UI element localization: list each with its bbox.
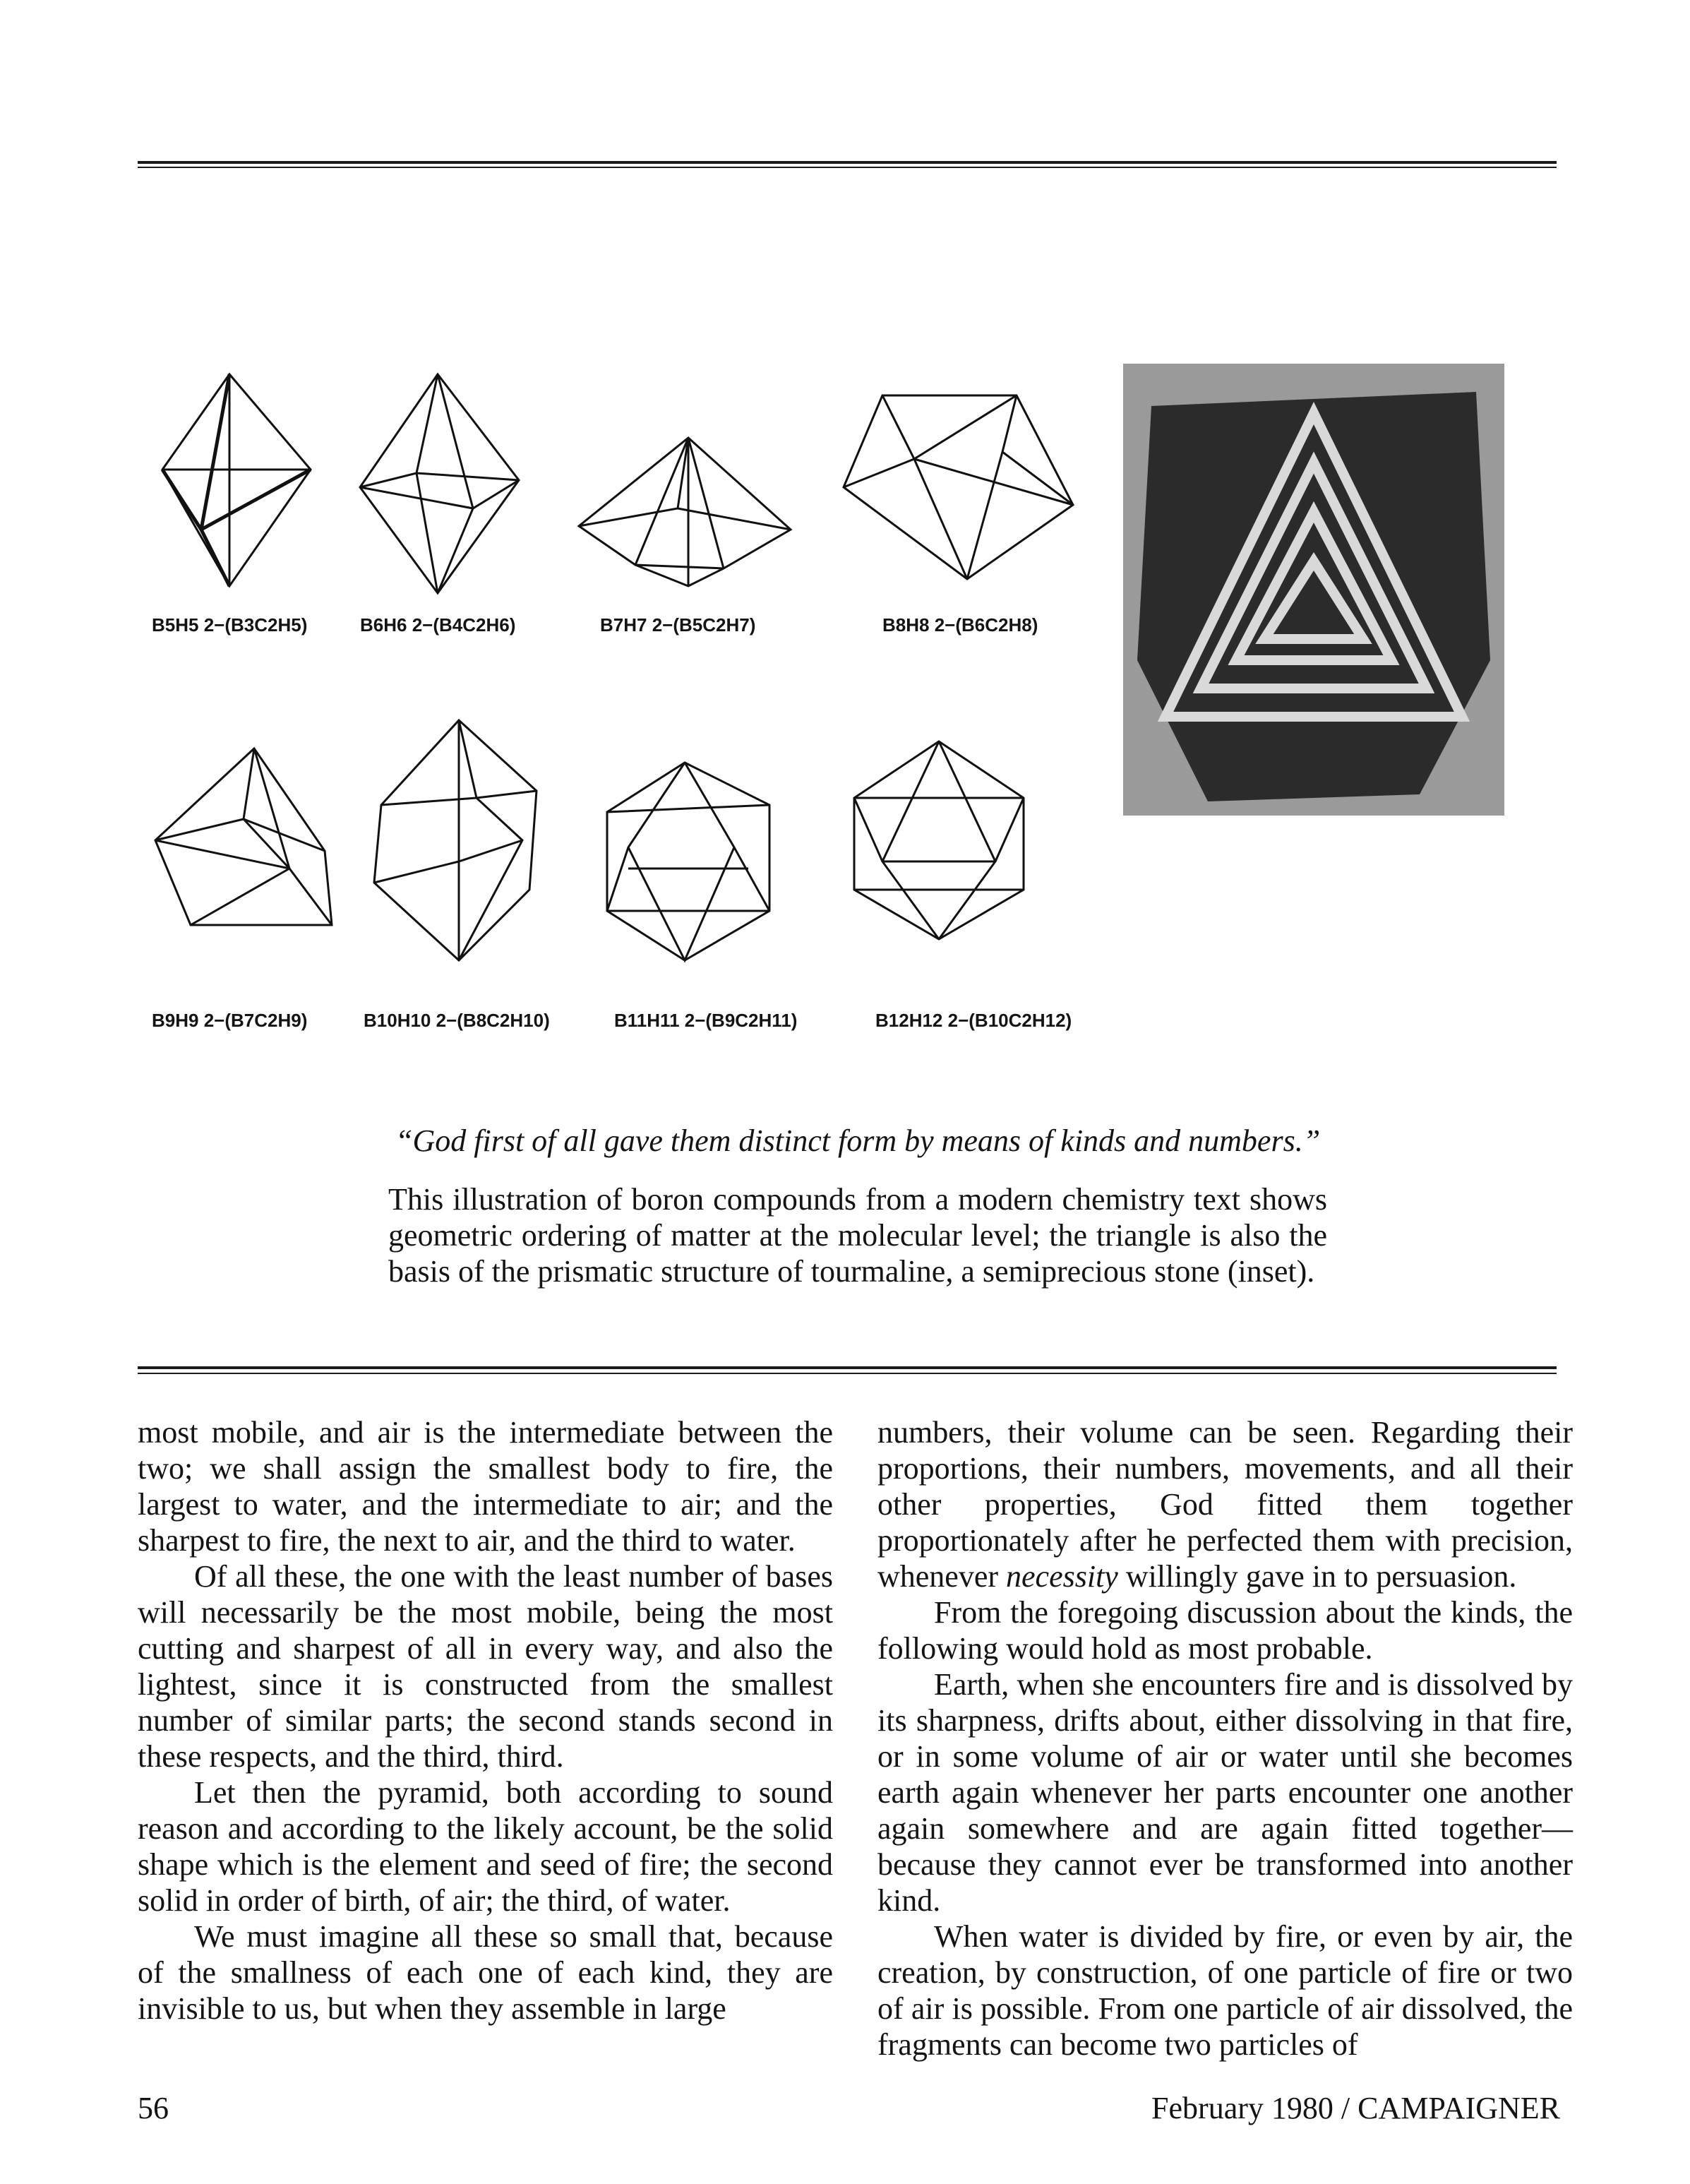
polyhedron-b9 <box>155 748 332 925</box>
formula-b10: B10H10 2−(B8C2H10) <box>364 1010 550 1031</box>
polyhedron-b7 <box>579 438 791 586</box>
tourmaline-inset-photo <box>1123 364 1504 816</box>
polyhedron-b5 <box>162 374 311 586</box>
middle-rule-thin <box>138 1373 1557 1374</box>
paragraph: numbers, their volume can be seen. Regarding their proportions, their numbers, movements, and all their other properties, God fitted them together proportionately after he perfected them with precision, whenever necessity willingly gave in to persuasion. <box>877 1415 1573 1594</box>
paragraph: From the foregoing discussion about the kinds, the following would hold as most probable. <box>877 1595 1573 1666</box>
polyhedron-b6 <box>360 374 519 593</box>
paragraph: most mobile, and air is the intermediate between the two; we shall assign the smallest body to fire, the largest to water, and the intermediate to air; and the sharpest to fire, the next to air, and the third to water. <box>138 1415 833 1558</box>
top-rule-thin <box>138 167 1557 168</box>
boron-polyhedra-figure <box>120 346 1151 1052</box>
formula-b5: B5H5 2−(B3C2H5) <box>152 614 308 635</box>
middle-rule <box>138 1366 1557 1369</box>
formula-b11: B11H11 2−(B9C2H11) <box>614 1010 798 1031</box>
polyhedron-b12 <box>854 741 1024 939</box>
paragraph: We must imagine all these so small that, because of the smallness of each one of each kind, they are invisible to us, but when they assemble in large <box>138 1919 833 2026</box>
formula-b9: B9H9 2−(B7C2H9) <box>152 1010 308 1031</box>
formula-b6: B6H6 2−(B4C2H6) <box>360 614 516 635</box>
paragraph: Let then the pyramid, both according to sound reason and according to the likely account, be the solid shape which is the element and seed of fire; the second solid in order of birth, of air; the third, of water. <box>138 1775 833 1918</box>
right-column <box>877 1414 1573 2063</box>
left-column <box>138 1414 833 2027</box>
paragraph: When water is divided by fire, or even by air, the creation, by construction, of one particle of fire or two of air is possible. From one particle of air dissolved, the fragments can become two particles of <box>877 1919 1573 2062</box>
formula-b8: B8H8 2−(B6C2H8) <box>882 614 1038 635</box>
polyhedron-b10 <box>374 720 537 960</box>
polyhedron-b8 <box>844 395 1073 579</box>
tourmaline-triangles <box>1123 364 1504 816</box>
formula-b12: B12H12 2−(B10C2H12) <box>875 1010 1072 1031</box>
polyhedron-b11 <box>607 763 769 960</box>
page-number: 56 <box>138 2091 169 2125</box>
emphasis: necessity <box>1006 1559 1118 1594</box>
paragraph: Of all these, the one with the least number of bases will necessarily be the most mobile, being the most cutting and sharpest of all in every way, and also the lightest, since it is constructed from the smallest number of similar parts; the second stands second in these respects, and the third, third. <box>138 1559 833 1774</box>
figure-caption: This illustration of boron compounds from a modern chemistry text shows geometric ordering of matter at the molecular level; the triangle is also the basis of the prismatic structure of tourmaline, a semiprecious stone (inset). <box>388 1182 1327 1289</box>
polyhedra-drawings <box>120 346 1151 1052</box>
top-rule <box>138 161 1557 164</box>
paragraph: Earth, when she encounters fire and is dissolved by its sharpness, drifts about, either dissolving in that fire, or in some volume of air or water until she becomes earth again whenever her parts encounter one another again somewhere and are again fitted together—because they cannot ever be transformed into another kind. <box>877 1667 1573 1918</box>
running-footer: February 1980 / CAMPAIGNER <box>1151 2091 1560 2125</box>
figure-quote: “God first of all gave them distinct form by means of kinds and numbers.” <box>395 1123 1321 1158</box>
formula-b7: B7H7 2−(B5C2H7) <box>600 614 756 635</box>
